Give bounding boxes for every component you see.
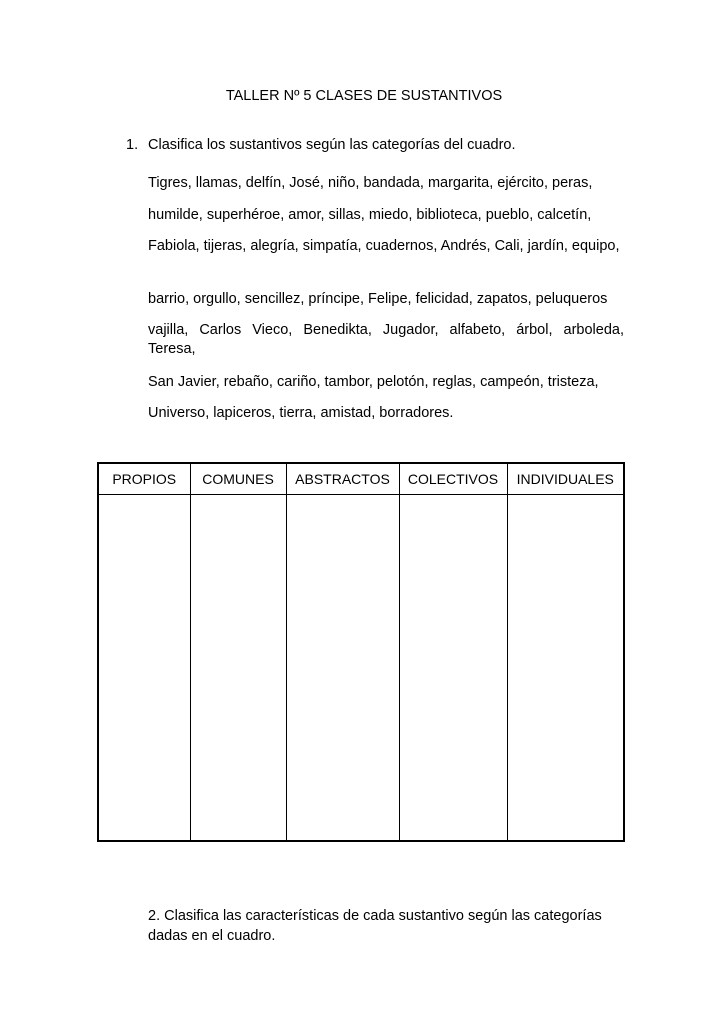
word-line: vajilla, Carlos Vieco, Benedikta, Jugador, alfabeto, árbol, arboleda, Teresa, <box>148 322 624 357</box>
page-title: TALLER Nº 5 CLASES DE SUSTANTIVOS <box>225 88 503 104</box>
cell-comunes[interactable] <box>190 495 286 842</box>
cell-propios[interactable] <box>98 495 190 842</box>
classification-table <box>97 462 625 842</box>
instruction-1-number: 1. <box>126 137 139 153</box>
cell-colectivos[interactable] <box>399 495 507 842</box>
word-line: Fabiola, tijeras, alegría, simpatía, cuadernos, Andrés, Cali, jardín, equipo, <box>148 238 620 254</box>
table-row <box>98 495 624 842</box>
instruction-1 <box>126 137 516 153</box>
header-individuales: INDIVIDUALES <box>507 463 624 495</box>
word-line: Universo, lapiceros, tierra, amistad, borradores. <box>148 405 454 421</box>
instruction-1-text: Clasifica los sustantivos según las categorías del cuadro. <box>148 137 516 153</box>
cell-individuales[interactable] <box>507 495 624 842</box>
word-line: Tigres, llamas, delfín, José, niño, bandada, margarita, ejército, peras, <box>148 175 593 191</box>
word-line: San Javier, rebaño, cariño, tambor, pelotón, reglas, campeón, tristeza, <box>148 374 599 390</box>
word-line: humilde, superhéroe, amor, sillas, miedo, biblioteca, pueblo, calcetín, <box>148 207 592 223</box>
table-header-row <box>98 463 624 495</box>
word-line: barrio, orgullo, sencillez, príncipe, Felipe, felicidad, zapatos, peluqueros <box>148 291 608 307</box>
cell-abstractos[interactable] <box>286 495 399 842</box>
header-propios: PROPIOS <box>98 463 190 495</box>
instruction-2: 2. Clasifica las características de cada sustantivo según las categorías dadas en el cuadro. <box>148 908 602 944</box>
header-colectivos: COLECTIVOS <box>399 463 507 495</box>
header-abstractos: ABSTRACTOS <box>286 463 399 495</box>
header-comunes: COMUNES <box>190 463 286 495</box>
